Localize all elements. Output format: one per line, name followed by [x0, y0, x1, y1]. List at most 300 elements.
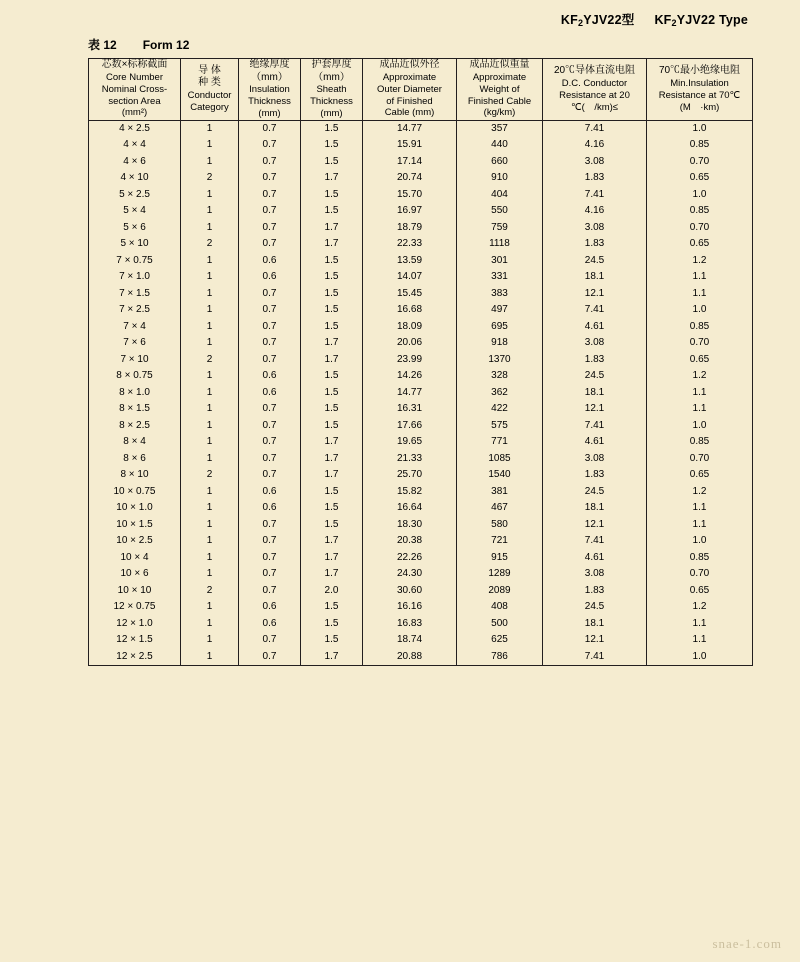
cell-insulation-resistance: 0.65: [647, 352, 753, 369]
cell-outer-diameter: 16.68: [363, 302, 457, 319]
cell-insulation-thickness: 0.7: [239, 467, 301, 484]
cell-insulation-thickness: 0.7: [239, 632, 301, 649]
table-row: [89, 319, 753, 336]
table-header-row: [89, 59, 753, 121]
cell-weight: 440: [457, 137, 543, 154]
cell-weight: 362: [457, 385, 543, 402]
cell-insulation-thickness: 0.6: [239, 385, 301, 402]
cable-type-english: $KF_2YJV22$ Type: [654, 13, 748, 28]
cell-conductor-category: 2: [181, 467, 239, 484]
cell-sheath-thickness: 1.7: [301, 533, 363, 550]
cell-insulation-resistance: 0.65: [647, 236, 753, 253]
table-row: [89, 550, 753, 567]
cell-dc-resistance: 7.41: [543, 120, 647, 137]
table-row: [89, 154, 753, 171]
cell-insulation-resistance: 1.0: [647, 533, 753, 550]
cell-weight: 381: [457, 484, 543, 501]
cell-weight: 575: [457, 418, 543, 435]
cell-conductor-category: 2: [181, 170, 239, 187]
table-row: [89, 533, 753, 550]
cell-core-number: 8 × 10: [89, 467, 181, 484]
cell-conductor-category: 1: [181, 286, 239, 303]
cell-conductor-category: 2: [181, 352, 239, 369]
cell-core-number: 8 × 1.0: [89, 385, 181, 402]
cell-core-number: 7 × 0.75: [89, 253, 181, 270]
cell-core-number: 12 × 1.0: [89, 616, 181, 633]
cell-weight: 771: [457, 434, 543, 451]
cell-insulation-thickness: 0.6: [239, 500, 301, 517]
cell-outer-diameter: 20.06: [363, 335, 457, 352]
cell-core-number: 7 × 1.0: [89, 269, 181, 286]
cell-weight: 408: [457, 599, 543, 616]
cell-weight: 910: [457, 170, 543, 187]
cell-insulation-thickness: 0.7: [239, 566, 301, 583]
cell-weight: 467: [457, 500, 543, 517]
cell-dc-resistance: 3.08: [543, 220, 647, 237]
cell-dc-resistance: 4.16: [543, 137, 647, 154]
cell-sheath-thickness: 1.7: [301, 335, 363, 352]
cell-weight: 695: [457, 319, 543, 336]
column-header-sheath-thickness: 护套厚度 （mm） Sheath Thickness (mm): [301, 59, 363, 121]
cell-insulation-resistance: 1.2: [647, 599, 753, 616]
cell-insulation-thickness: 0.7: [239, 319, 301, 336]
table-row: [89, 583, 753, 600]
cell-insulation-thickness: 0.7: [239, 154, 301, 171]
cell-conductor-category: 1: [181, 533, 239, 550]
table-row: [89, 137, 753, 154]
table-row: [89, 253, 753, 270]
cell-insulation-resistance: 1.2: [647, 484, 753, 501]
cell-outer-diameter: 18.30: [363, 517, 457, 534]
cell-sheath-thickness: 1.5: [301, 253, 363, 270]
cell-insulation-thickness: 0.7: [239, 170, 301, 187]
cell-sheath-thickness: 1.7: [301, 236, 363, 253]
cell-sheath-thickness: 1.7: [301, 352, 363, 369]
cell-insulation-thickness: 0.6: [239, 616, 301, 633]
cell-sheath-thickness: 1.7: [301, 434, 363, 451]
cell-core-number: 5 × 6: [89, 220, 181, 237]
cell-insulation-resistance: 1.0: [647, 649, 753, 666]
cell-core-number: 4 × 6: [89, 154, 181, 171]
cell-sheath-thickness: 1.5: [301, 319, 363, 336]
cell-outer-diameter: 13.59: [363, 253, 457, 270]
cell-outer-diameter: 14.07: [363, 269, 457, 286]
cell-sheath-thickness: 1.7: [301, 451, 363, 468]
cell-sheath-thickness: 1.5: [301, 137, 363, 154]
cell-outer-diameter: 16.64: [363, 500, 457, 517]
cell-core-number: 5 × 2.5: [89, 187, 181, 204]
table-row: [89, 599, 753, 616]
cell-insulation-resistance: 0.85: [647, 434, 753, 451]
cell-dc-resistance: 24.5: [543, 599, 647, 616]
cell-dc-resistance: 12.1: [543, 632, 647, 649]
table-row: [89, 451, 753, 468]
table-row: [89, 120, 753, 137]
cell-conductor-category: 1: [181, 517, 239, 534]
table-row: [89, 220, 753, 237]
cell-weight: 918: [457, 335, 543, 352]
cell-sheath-thickness: 1.5: [301, 484, 363, 501]
cell-insulation-resistance: 1.0: [647, 187, 753, 204]
cell-weight: 915: [457, 550, 543, 567]
cell-sheath-thickness: 1.5: [301, 154, 363, 171]
cell-insulation-resistance: 0.65: [647, 583, 753, 600]
cell-insulation-thickness: 0.6: [239, 368, 301, 385]
cell-dc-resistance: 1.83: [543, 236, 647, 253]
cell-insulation-thickness: 0.7: [239, 517, 301, 534]
cell-conductor-category: 1: [181, 187, 239, 204]
cell-insulation-resistance: 1.1: [647, 517, 753, 534]
cell-insulation-resistance: 0.70: [647, 566, 753, 583]
cell-insulation-resistance: 0.70: [647, 154, 753, 171]
cell-weight: 721: [457, 533, 543, 550]
cell-sheath-thickness: 2.0: [301, 583, 363, 600]
cell-sheath-thickness: 1.5: [301, 632, 363, 649]
cell-core-number: 10 × 10: [89, 583, 181, 600]
cell-conductor-category: 1: [181, 649, 239, 666]
watermark: snae-1.com: [712, 936, 782, 951]
cell-outer-diameter: 25.70: [363, 467, 457, 484]
cell-core-number: 5 × 10: [89, 236, 181, 253]
cell-outer-diameter: 23.99: [363, 352, 457, 369]
table-row: [89, 649, 753, 666]
cell-weight: 550: [457, 203, 543, 220]
cell-weight: 1118: [457, 236, 543, 253]
column-header-dc-resistance: 20℃导体直流电阻 D.C. Conductor Resistance at 20 ℃( /km)≤: [543, 59, 647, 121]
cell-sheath-thickness: 1.5: [301, 616, 363, 633]
cell-insulation-resistance: 1.1: [647, 616, 753, 633]
cell-insulation-thickness: 0.6: [239, 599, 301, 616]
table-row: [89, 170, 753, 187]
cell-weight: 1085: [457, 451, 543, 468]
cell-insulation-thickness: 0.7: [239, 220, 301, 237]
cell-insulation-thickness: 0.6: [239, 253, 301, 270]
cell-dc-resistance: 1.83: [543, 170, 647, 187]
cell-core-number: 10 × 1.5: [89, 517, 181, 534]
table-row: [89, 352, 753, 369]
cell-weight: 2089: [457, 583, 543, 600]
cell-conductor-category: 1: [181, 484, 239, 501]
cell-conductor-category: 1: [181, 550, 239, 567]
cell-conductor-category: 1: [181, 616, 239, 633]
cell-insulation-thickness: 0.7: [239, 583, 301, 600]
cell-conductor-category: 1: [181, 632, 239, 649]
cell-insulation-resistance: 1.1: [647, 286, 753, 303]
cell-dc-resistance: 1.83: [543, 352, 647, 369]
cell-insulation-thickness: 0.7: [239, 451, 301, 468]
cell-core-number: 8 × 2.5: [89, 418, 181, 435]
cell-outer-diameter: 14.77: [363, 385, 457, 402]
cell-insulation-resistance: 1.0: [647, 120, 753, 137]
cell-sheath-thickness: 1.7: [301, 220, 363, 237]
cell-weight: 580: [457, 517, 543, 534]
cell-conductor-category: 1: [181, 500, 239, 517]
cell-core-number: 7 × 2.5: [89, 302, 181, 319]
cell-insulation-resistance: 1.2: [647, 368, 753, 385]
table-header: [89, 59, 753, 121]
cell-insulation-resistance: 1.1: [647, 269, 753, 286]
cell-core-number: 10 × 0.75: [89, 484, 181, 501]
cell-sheath-thickness: 1.5: [301, 302, 363, 319]
cell-insulation-thickness: 0.7: [239, 286, 301, 303]
cell-sheath-thickness: 1.5: [301, 120, 363, 137]
cell-outer-diameter: 15.70: [363, 187, 457, 204]
table-row: [89, 187, 753, 204]
table-body: [89, 120, 753, 666]
cell-outer-diameter: 22.26: [363, 550, 457, 567]
cell-weight: 786: [457, 649, 543, 666]
cell-sheath-thickness: 1.5: [301, 385, 363, 402]
cell-dc-resistance: 7.41: [543, 187, 647, 204]
cell-weight: 500: [457, 616, 543, 633]
cell-sheath-thickness: 1.7: [301, 467, 363, 484]
cell-dc-resistance: 4.61: [543, 434, 647, 451]
cell-insulation-resistance: 1.1: [647, 632, 753, 649]
column-header-conductor-category: 导 体 种 类 Conductor Category: [181, 59, 239, 121]
cell-dc-resistance: 18.1: [543, 385, 647, 402]
cell-insulation-thickness: 0.7: [239, 302, 301, 319]
cell-weight: 660: [457, 154, 543, 171]
cell-insulation-resistance: 1.1: [647, 500, 753, 517]
cell-weight: 301: [457, 253, 543, 270]
cell-insulation-thickness: 0.7: [239, 120, 301, 137]
cell-conductor-category: 1: [181, 120, 239, 137]
cell-core-number: 10 × 4: [89, 550, 181, 567]
table-row: [89, 401, 753, 418]
cell-outer-diameter: 16.16: [363, 599, 457, 616]
cell-core-number: 10 × 2.5: [89, 533, 181, 550]
cell-dc-resistance: 3.08: [543, 335, 647, 352]
cell-core-number: 7 × 10: [89, 352, 181, 369]
cell-insulation-thickness: 0.7: [239, 649, 301, 666]
cell-weight: 357: [457, 120, 543, 137]
cell-outer-diameter: 20.88: [363, 649, 457, 666]
cell-sheath-thickness: 1.5: [301, 500, 363, 517]
table-row: [89, 368, 753, 385]
cell-insulation-thickness: 0.7: [239, 203, 301, 220]
cell-core-number: 10 × 6: [89, 566, 181, 583]
cell-dc-resistance: 4.61: [543, 550, 647, 567]
cell-sheath-thickness: 1.5: [301, 269, 363, 286]
cell-core-number: 8 × 1.5: [89, 401, 181, 418]
cell-outer-diameter: 15.82: [363, 484, 457, 501]
cell-outer-diameter: 16.31: [363, 401, 457, 418]
cell-sheath-thickness: 1.7: [301, 550, 363, 567]
cell-conductor-category: 1: [181, 302, 239, 319]
cell-dc-resistance: 7.41: [543, 533, 647, 550]
cell-insulation-resistance: 0.85: [647, 203, 753, 220]
cell-insulation-resistance: 1.2: [647, 253, 753, 270]
cell-outer-diameter: 18.74: [363, 632, 457, 649]
cell-dc-resistance: 18.1: [543, 616, 647, 633]
cell-dc-resistance: 12.1: [543, 401, 647, 418]
cell-sheath-thickness: 1.5: [301, 517, 363, 534]
cell-outer-diameter: 18.79: [363, 220, 457, 237]
cell-core-number: 12 × 0.75: [89, 599, 181, 616]
cell-core-number: 8 × 4: [89, 434, 181, 451]
cell-core-number: 7 × 6: [89, 335, 181, 352]
cell-dc-resistance: 3.08: [543, 566, 647, 583]
cell-core-number: 12 × 2.5: [89, 649, 181, 666]
cell-core-number: 4 × 10: [89, 170, 181, 187]
cell-conductor-category: 1: [181, 368, 239, 385]
cell-weight: 1540: [457, 467, 543, 484]
cable-type-chinese: $KF_2YJV22$型: [560, 13, 635, 28]
cell-dc-resistance: 4.61: [543, 319, 647, 336]
column-header-core-number: 芯数×标称截面 Core Number Nominal Cross- section Area (mm²): [89, 59, 181, 121]
cell-insulation-thickness: 0.7: [239, 187, 301, 204]
cell-dc-resistance: 24.5: [543, 253, 647, 270]
cell-conductor-category: 1: [181, 434, 239, 451]
cell-insulation-thickness: 0.7: [239, 401, 301, 418]
cell-insulation-thickness: 0.7: [239, 533, 301, 550]
cell-conductor-category: 1: [181, 451, 239, 468]
cell-dc-resistance: 3.08: [543, 154, 647, 171]
cell-outer-diameter: 16.97: [363, 203, 457, 220]
cell-dc-resistance: 12.1: [543, 286, 647, 303]
cell-outer-diameter: 30.60: [363, 583, 457, 600]
cell-conductor-category: 1: [181, 319, 239, 336]
cell-sheath-thickness: 1.5: [301, 286, 363, 303]
cell-dc-resistance: 4.16: [543, 203, 647, 220]
cell-insulation-thickness: 0.7: [239, 137, 301, 154]
cell-dc-resistance: 18.1: [543, 269, 647, 286]
cell-insulation-resistance: 1.1: [647, 385, 753, 402]
cell-outer-diameter: 15.45: [363, 286, 457, 303]
cable-spec-table: [88, 58, 753, 666]
cell-insulation-thickness: 0.7: [239, 418, 301, 435]
cell-outer-diameter: 17.66: [363, 418, 457, 435]
cell-weight: 1370: [457, 352, 543, 369]
cell-outer-diameter: 22.33: [363, 236, 457, 253]
table-row: [89, 517, 753, 534]
cell-conductor-category: 1: [181, 385, 239, 402]
cell-conductor-category: 1: [181, 154, 239, 171]
cell-dc-resistance: 1.83: [543, 583, 647, 600]
table-row: [89, 632, 753, 649]
cell-insulation-resistance: 0.85: [647, 137, 753, 154]
cell-conductor-category: 2: [181, 236, 239, 253]
cell-outer-diameter: 20.38: [363, 533, 457, 550]
cell-insulation-resistance: 0.65: [647, 467, 753, 484]
cell-dc-resistance: 24.5: [543, 368, 647, 385]
table-row: [89, 385, 753, 402]
table-row: [89, 418, 753, 435]
cell-core-number: 7 × 1.5: [89, 286, 181, 303]
cell-insulation-thickness: 0.7: [239, 335, 301, 352]
cell-sheath-thickness: 1.7: [301, 170, 363, 187]
cell-conductor-category: 2: [181, 583, 239, 600]
cell-dc-resistance: 7.41: [543, 418, 647, 435]
cell-weight: 383: [457, 286, 543, 303]
table-row: [89, 616, 753, 633]
table-row: [89, 286, 753, 303]
form-caption: [88, 36, 189, 53]
cell-conductor-category: 1: [181, 418, 239, 435]
cell-outer-diameter: 14.26: [363, 368, 457, 385]
cell-insulation-resistance: 0.70: [647, 220, 753, 237]
cell-weight: 328: [457, 368, 543, 385]
cell-insulation-thickness: 0.7: [239, 352, 301, 369]
table-row: [89, 484, 753, 501]
cell-sheath-thickness: 1.5: [301, 187, 363, 204]
cell-dc-resistance: 18.1: [543, 500, 647, 517]
table-row: [89, 335, 753, 352]
cell-core-number: 4 × 4: [89, 137, 181, 154]
table-row: [89, 236, 753, 253]
cell-dc-resistance: 7.41: [543, 649, 647, 666]
cell-sheath-thickness: 1.5: [301, 418, 363, 435]
cell-conductor-category: 1: [181, 335, 239, 352]
document-header: [0, 8, 800, 32]
cell-core-number: 8 × 6: [89, 451, 181, 468]
table-row: [89, 434, 753, 451]
cell-core-number: 4 × 2.5: [89, 120, 181, 137]
cell-core-number: 12 × 1.5: [89, 632, 181, 649]
cell-outer-diameter: 20.74: [363, 170, 457, 187]
table-row: [89, 302, 753, 319]
cell-outer-diameter: 14.77: [363, 120, 457, 137]
cell-core-number: 10 × 1.0: [89, 500, 181, 517]
cell-insulation-thickness: 0.6: [239, 484, 301, 501]
column-header-insulation-thickness: 绝缘厚度 （mm） Insulation Thickness (mm): [239, 59, 301, 121]
cell-insulation-resistance: 1.0: [647, 418, 753, 435]
cell-conductor-category: 1: [181, 253, 239, 270]
cell-core-number: 7 × 4: [89, 319, 181, 336]
cell-weight: 1289: [457, 566, 543, 583]
cell-weight: 404: [457, 187, 543, 204]
cell-insulation-thickness: 0.7: [239, 434, 301, 451]
cell-conductor-category: 1: [181, 599, 239, 616]
cell-dc-resistance: 24.5: [543, 484, 647, 501]
column-header-weight: 成品近似重量 Approximate Weight of Finished Cable (kg/km): [457, 59, 543, 121]
cell-insulation-resistance: 0.70: [647, 335, 753, 352]
cell-insulation-thickness: 0.7: [239, 236, 301, 253]
cell-dc-resistance: 1.83: [543, 467, 647, 484]
column-header-insulation-resistance: 70℃最小绝缘电阻 Min.Insulation Resistance at 70℃ (M ·km): [647, 59, 753, 121]
cell-dc-resistance: 3.08: [543, 451, 647, 468]
cell-outer-diameter: 15.91: [363, 137, 457, 154]
cell-weight: 497: [457, 302, 543, 319]
cell-sheath-thickness: 1.5: [301, 401, 363, 418]
cell-weight: 331: [457, 269, 543, 286]
cell-outer-diameter: 16.83: [363, 616, 457, 633]
cell-insulation-resistance: 0.65: [647, 170, 753, 187]
cell-outer-diameter: 17.14: [363, 154, 457, 171]
table-row: [89, 269, 753, 286]
table-row: [89, 203, 753, 220]
cell-outer-diameter: 24.30: [363, 566, 457, 583]
form-caption-chinese: 表 12: [88, 38, 117, 52]
cell-sheath-thickness: 1.7: [301, 649, 363, 666]
cell-insulation-resistance: 0.85: [647, 319, 753, 336]
cell-conductor-category: 1: [181, 220, 239, 237]
cell-outer-diameter: 21.33: [363, 451, 457, 468]
cell-core-number: 5 × 4: [89, 203, 181, 220]
cell-conductor-category: 1: [181, 401, 239, 418]
table-row: [89, 500, 753, 517]
table-row: [89, 566, 753, 583]
cell-outer-diameter: 18.09: [363, 319, 457, 336]
cell-weight: 759: [457, 220, 543, 237]
form-caption-english: Form 12: [142, 38, 190, 52]
cell-conductor-category: 1: [181, 137, 239, 154]
cell-insulation-resistance: 0.85: [647, 550, 753, 567]
cell-insulation-resistance: 1.0: [647, 302, 753, 319]
cell-sheath-thickness: 1.5: [301, 203, 363, 220]
cell-insulation-thickness: 0.6: [239, 269, 301, 286]
cell-sheath-thickness: 1.5: [301, 599, 363, 616]
